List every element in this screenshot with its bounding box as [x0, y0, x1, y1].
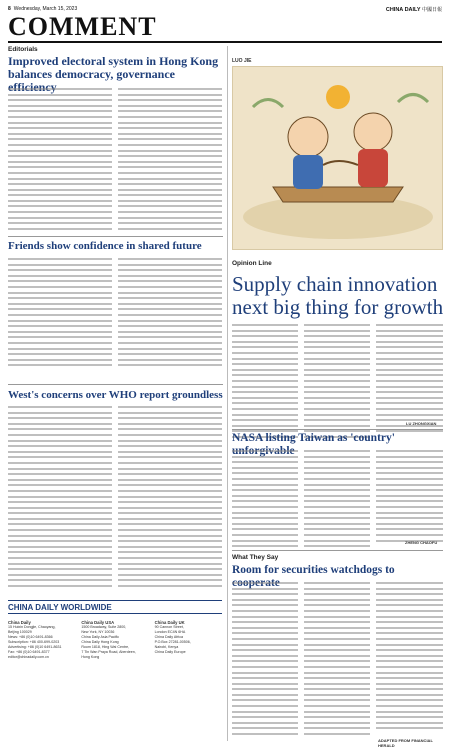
footer-col-2	[81, 618, 148, 738]
opinion-body-col3	[376, 324, 443, 436]
nasa-body-col3	[376, 450, 443, 545]
paper-name-cn: 中國日報	[421, 6, 442, 13]
footer-line: P.O.Box 27281-00506,	[154, 640, 191, 644]
column-separator	[227, 46, 228, 741]
footer-line: Fax: +86 (0)10 6491-8377	[8, 650, 50, 654]
divider	[8, 384, 223, 385]
wests-headline: West's concerns over WHO report groundless	[8, 389, 223, 401]
footer-col-heading: China Daily	[8, 620, 31, 625]
what-they-say-headline: Room for securities watchdogs to	[232, 564, 395, 576]
footer-line: 7 Tin Wan Praya Road, Aberdeen,	[81, 650, 136, 654]
footer-line: China Daily Hong Kong	[81, 640, 119, 644]
editorial-headline: Improved electoral system in Hong Kong balances democracy, governance	[8, 54, 219, 82]
editorials-label: Editorials	[8, 46, 38, 53]
footer-line: Room 1818, Hing Wai Centre,	[81, 645, 130, 649]
footer-contacts	[8, 618, 222, 738]
divider	[8, 236, 223, 237]
section-title: COMMENT	[8, 12, 157, 41]
wests-body-col1	[8, 406, 112, 591]
footer-line: News: +86 (0)10 6491-8366	[8, 635, 53, 639]
footer-line: editor@chinadaily.com.cn	[8, 655, 49, 659]
wts-body-col1	[232, 582, 298, 739]
footer-col-heading: China Daily USA	[81, 620, 115, 625]
nasa-signature: ZHENG CHAOFU	[405, 540, 438, 545]
footer-line: Beijing 100029	[8, 630, 32, 634]
footer-line: New York, NY 10036	[81, 630, 115, 634]
paper-name: CHINA DAILY	[385, 6, 421, 13]
nasa-body-col2	[304, 450, 370, 551]
cartoon-drawing	[233, 67, 443, 250]
opinion-headline: Supply chain innovation next big thing for growth	[232, 272, 444, 319]
footer-col-1	[8, 618, 75, 738]
nasa-headline: NASA listing Taiwan as 'country'	[232, 432, 395, 444]
footer-line: Hong Kong	[81, 655, 100, 659]
friends-body-col1	[8, 258, 112, 370]
opinion-body-col2	[304, 324, 370, 441]
wts-signature: ADAPTED FROM FINANCIAL HERALD	[378, 738, 433, 747]
divider	[232, 429, 443, 430]
footer-line: 15 Huixin Dongjie, Chaoyang,	[8, 625, 56, 629]
footer-line: China Daily Europe	[154, 650, 186, 654]
nasa-body-col1	[232, 450, 298, 551]
what-they-say-label: What They Say	[232, 554, 279, 561]
friends-body-col2	[118, 258, 222, 370]
editorial-body-col2	[118, 88, 222, 233]
footer-line: 1500 Broadway, Suite 2800,	[81, 625, 127, 629]
illustration-credit: LUO JIE	[232, 58, 252, 64]
editorial-body-col1	[8, 88, 112, 233]
wts-body-col3	[376, 582, 443, 733]
topbar-right	[386, 6, 442, 13]
footer-line: Advertising: +86 (0)10 6491-8631	[8, 645, 62, 649]
opinion-signature: LU ZHONGXIAN	[406, 421, 437, 426]
footer-title: CHINA DAILY WORLDWIDE	[8, 600, 222, 614]
wests-body-col2	[118, 406, 222, 591]
footer-col-3	[155, 618, 222, 738]
footer-line: China Daily Africa	[154, 635, 184, 639]
footer-line: Nairobi, Kenya	[154, 645, 179, 649]
page-number: 8	[8, 6, 11, 12]
footer-line: 90 Cannon Street,	[154, 625, 184, 629]
footer-line: Subscription: +86 400-699-0203	[8, 640, 60, 644]
friends-headline: Friends show confidence in shared future	[8, 240, 202, 252]
opinion-body-col1	[232, 324, 298, 441]
page-date: Wednesday, March 15, 2023	[13, 6, 78, 12]
masthead	[8, 13, 442, 43]
footer-line: China Daily Asia Pacific	[81, 635, 120, 639]
divider	[232, 550, 443, 551]
footer-col-heading: China Daily UK	[154, 620, 185, 625]
opinion-label: Opinion Line	[232, 260, 272, 267]
editorial-cartoon	[232, 66, 443, 250]
wts-body-col2	[304, 582, 370, 739]
footer-line: London EC4N 6HA	[154, 630, 186, 634]
